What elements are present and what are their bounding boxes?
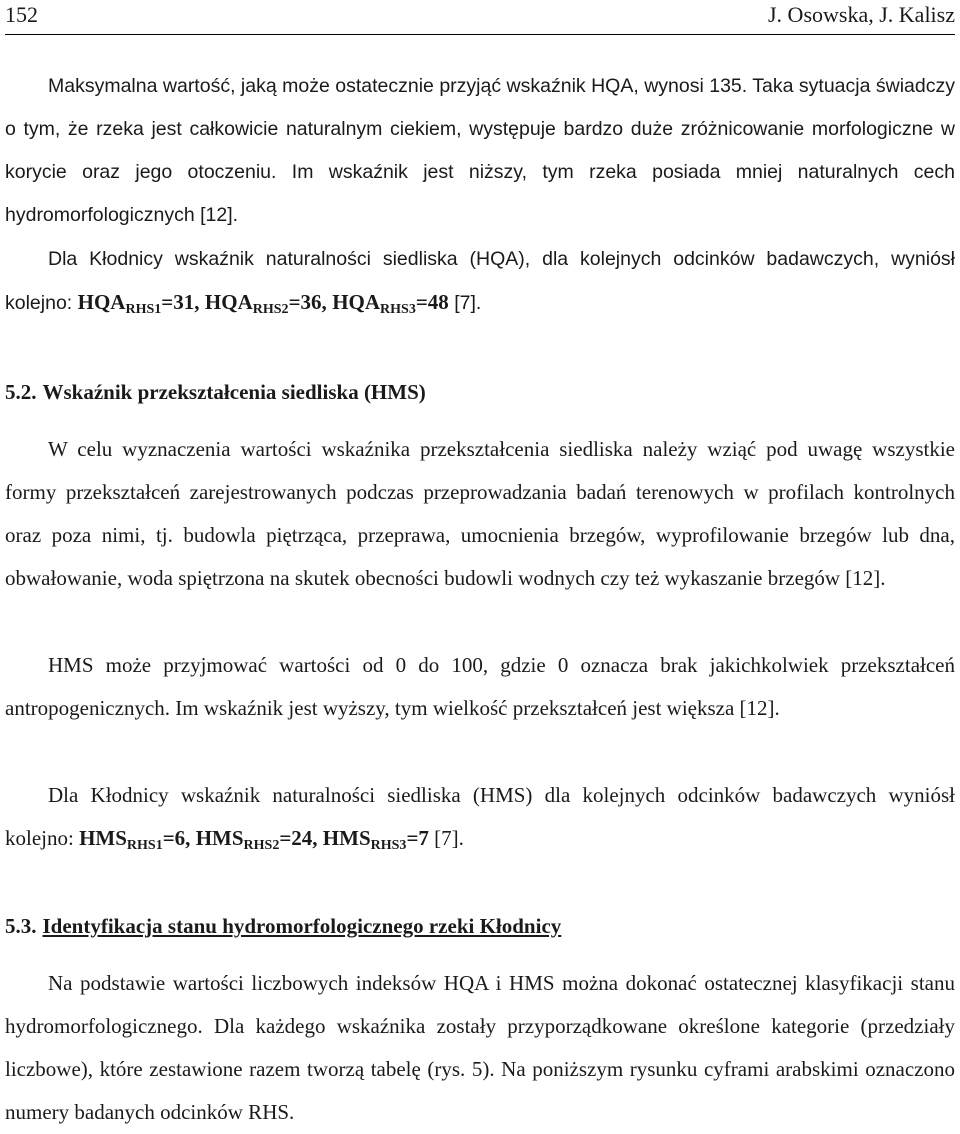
paragraph-hqa-max: Maksymalna wartość, jaką może ostatecznie przyjąć wskaźnik HQA, wynosi 135. Taka sytuacja świadczy o tym, że rzeka jest całkowicie naturalnym ciekiem, występuje bardzo duże zróżnicowanie morfologiczne w korycie oraz jego otoczeniu. Im wskaźnik jest niższy, tym rzeka posiada mniej naturalnych cech hydromorfologicznych [12]. (5, 75, 955, 226)
running-header-authors: J. Osowska, J. Kalisz (768, 2, 955, 27)
section-heading-5-2: 5.2. Wskaźnik przekształcenia siedliska (HMS) (5, 380, 426, 404)
hqa-rhs3-value: $HQA_{RHS3}=48$ (332, 290, 449, 317)
section-heading-5-3: 5.3. Identyfikacja stanu hydromorfologicznego rzeki Kłodnicy (5, 914, 562, 938)
paragraph-hms-values: Dla Kłodnicy wskaźnik naturalności siedliska (HMS) dla kolejnych odcinków badawczych wyniósł kolejno: $HMS_{RHS1}=6$, $HMS_{RHS2}=24$, $HMS_{RHS3}=7$ [7]. (5, 783, 955, 853)
hms-rhs2-value: $HMS_{RHS2}=24$, (195, 826, 318, 853)
paragraph-hms-range: HMS może przyjmować wartości od 0 do 100, gdzie 0 oznacza brak jakichkolwiek przekształceń antropogenicznych. Im wskaźnik jest wyższy, tym wielkość przekształceń jest większa [12]. (5, 653, 955, 720)
page-number: 152 (5, 2, 38, 27)
paragraph-classification: Na podstawie wartości liczbowych indeksów HQA i HMS można dokonać ostatecznej klasyfikacji stanu hydromorfologicznego. Dla każdego wskaźnika zostały przyporządkowane określone kategorie (przedziały liczbowe), które zestawione razem tworzą tabelę (rys. 5). Na poniższym rysunku cyframi arabskimi oznaczono numery badanych odcinków RHS. (5, 971, 955, 1124)
paragraph-hqa-values: Dla Kłodnicy wskaźnik naturalności siedliska (HQA), dla kolejnych odcinków badawczych, wyniósł kolejno: $HQA_{RHS1}=31$, $HQA_{RHS2}=36$, $HQA_{RHS3}=48$ [7]. (5, 248, 955, 317)
running-header (5, 0, 955, 35)
paragraph-hms-definition: W celu wyznaczenia wartości wskaźnika przekształcenia siedliska należy wziąć pod uwagę wszystkie formy przekształceń zarejestrowanych podczas przeprowadzania badań terenowych w profilach kontrolnych oraz poza nimi, tj. budowla piętrząca, przeprawa, umocnienia brzegów, wyprofilowanie brzegów lub dna, obwałowanie, woda spiętrzona na skutek obecności budowli wodnych czy też wykaszanie brzegów [12]. (5, 437, 955, 590)
hqa-rhs1-value: $HQA_{RHS1}=31$, (77, 290, 200, 317)
hms-rhs1-value: $HMS_{RHS1}=6$, (79, 826, 191, 853)
hms-rhs3-value: $HMS_{RHS3}=7$ (322, 826, 429, 853)
hqa-rhs2-value: $HQA_{RHS2}=36$, (204, 290, 327, 317)
